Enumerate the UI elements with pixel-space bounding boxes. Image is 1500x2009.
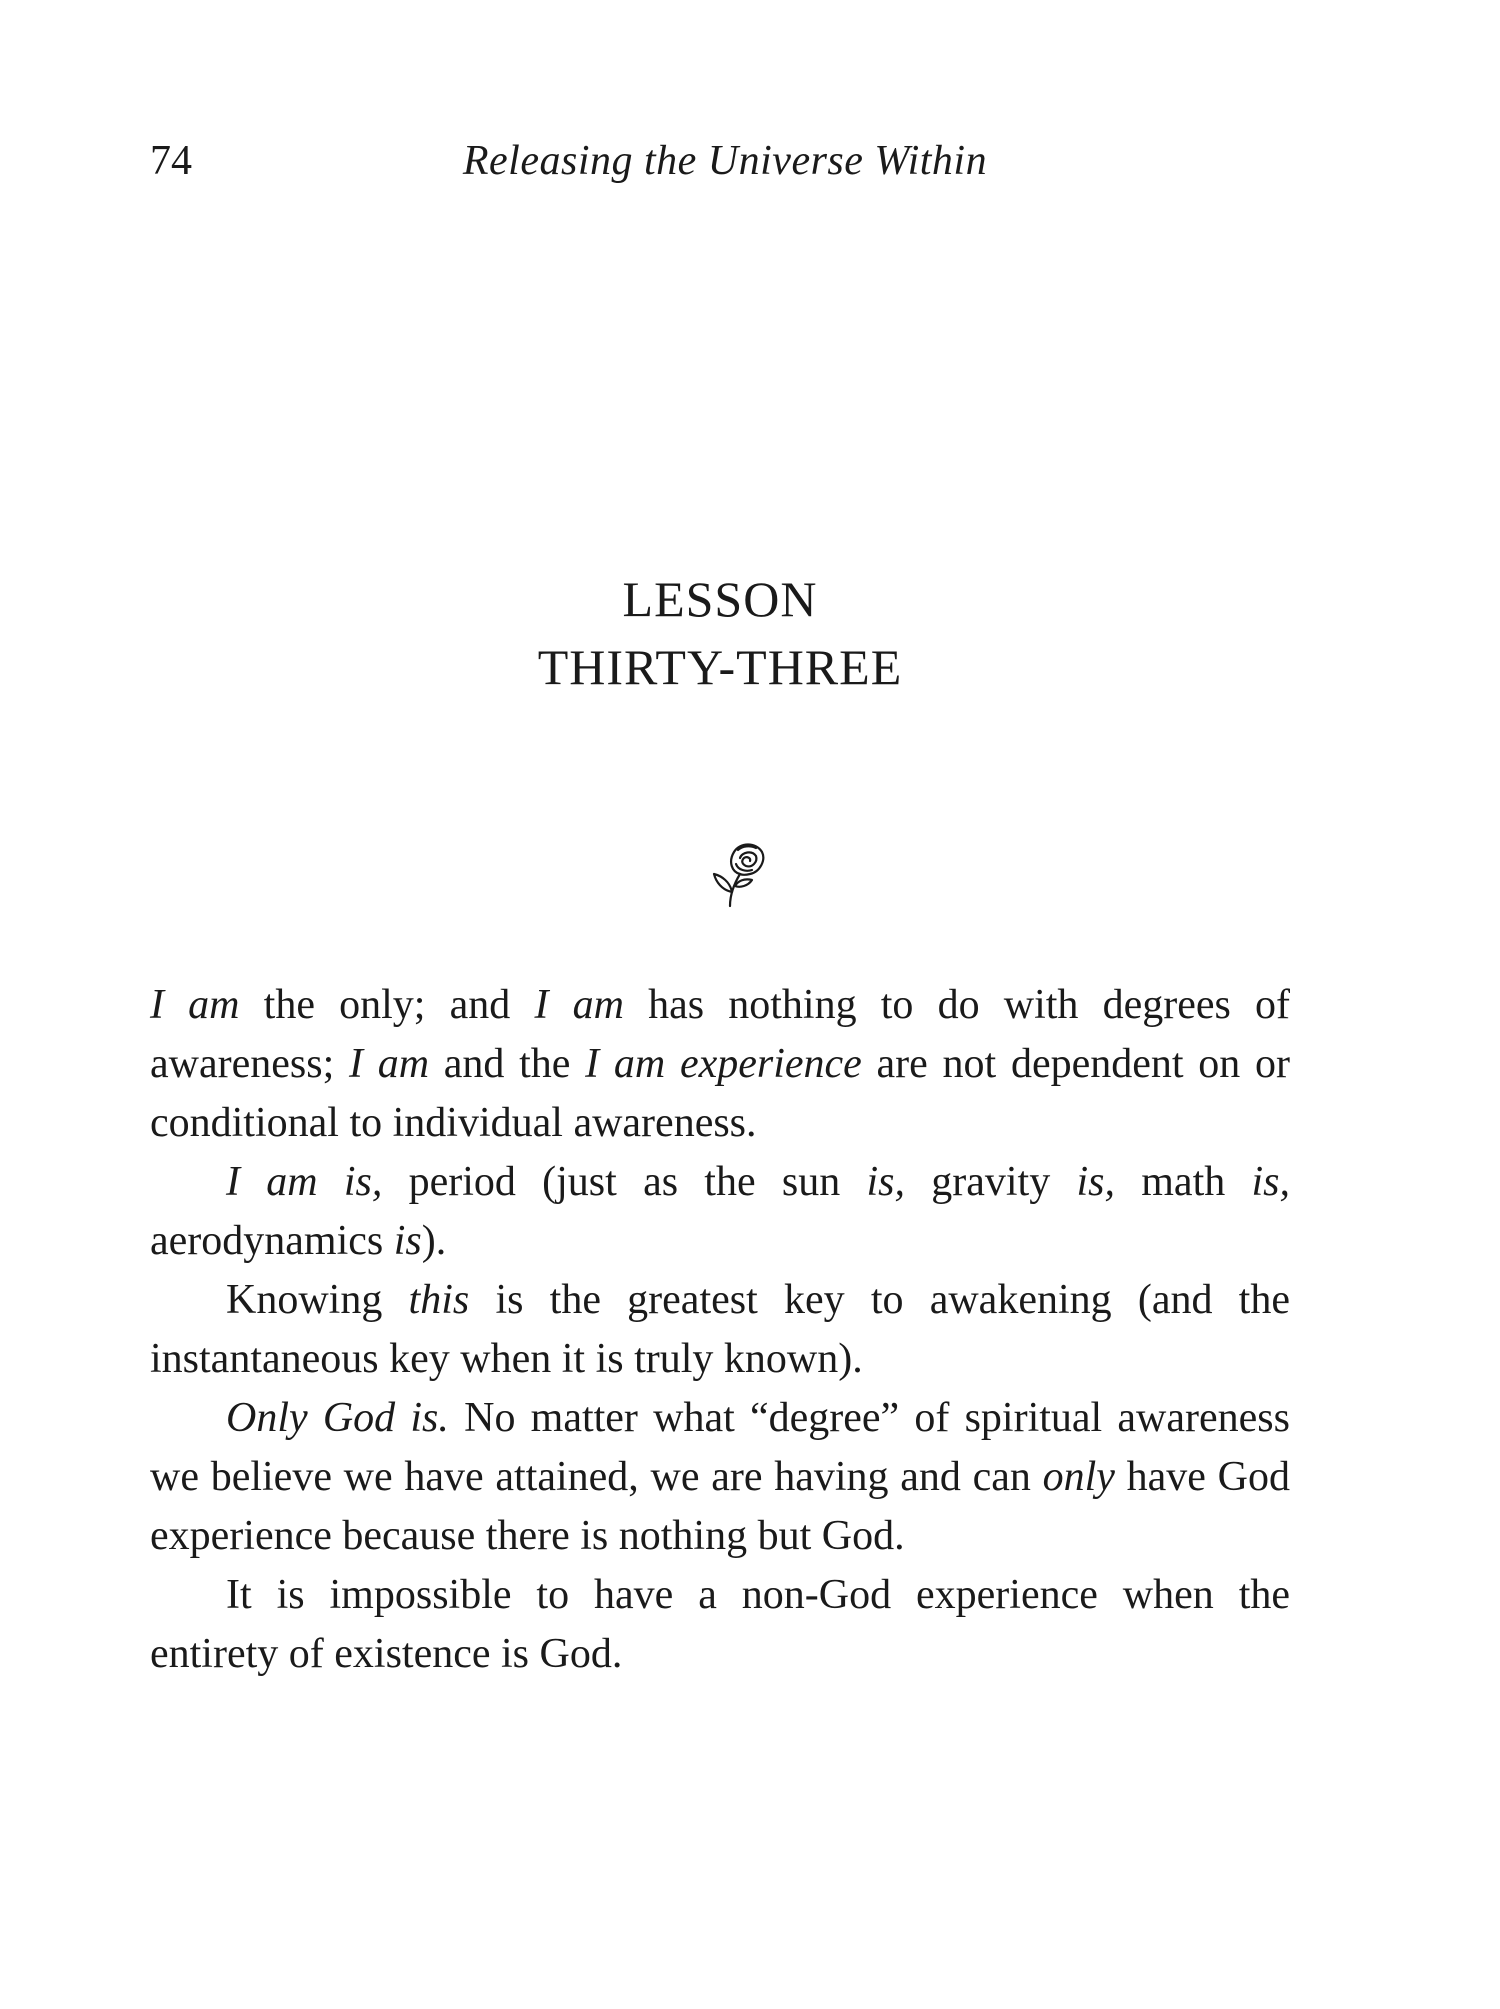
rose-flower-icon [708, 828, 768, 908]
italic-text: is [393, 1218, 422, 1264]
body-text-run: has nothing to do with degrees of awareness; [150, 982, 1290, 1087]
italic-text: is, [866, 1159, 905, 1205]
italic-text: only [1042, 1454, 1115, 1500]
running-head-title: Releasing the Universe Within [462, 138, 988, 184]
body-text-run: have God experience because there is nothing but God. [150, 1454, 1290, 1559]
body-text-run: Knowing [226, 1277, 409, 1323]
body-text-run: is the greatest key to awakening (and the instantaneous key when it is truly known). [150, 1277, 1290, 1382]
italic-text: is, [1251, 1159, 1291, 1205]
italic-text: I am [150, 982, 240, 1028]
body-text-run: period (just as the sun [382, 1159, 867, 1205]
body-text-run: ). [421, 1218, 447, 1264]
paragraph [150, 1153, 1290, 1271]
body-text-run: are not dependent on or conditional to individual awareness. [150, 1041, 1290, 1146]
italic-text: I am [348, 1041, 430, 1087]
lesson-body [150, 976, 1290, 1684]
italic-text: this [408, 1277, 470, 1323]
paragraph [150, 1566, 1290, 1684]
body-text-run: the only; and [239, 982, 535, 1028]
paragraph [150, 1271, 1290, 1389]
lesson-title [150, 565, 1290, 701]
body-text-run: math [1115, 1159, 1252, 1205]
body-text-run: aerodynamics [150, 1218, 394, 1264]
body-text-run: No matter what “degree” of spiritual awareness we believe we have attained, we are having and can [150, 1395, 1290, 1500]
body-text-run: gravity [905, 1159, 1077, 1205]
lesson-title-line-1: LESSON [622, 571, 818, 627]
italic-text: Only God is. [226, 1395, 449, 1441]
body-text-run: It is impossible to have a non-God experience when the entirety of existence is God. [150, 1572, 1290, 1677]
body-text-run: and the [429, 1041, 586, 1087]
paragraph [150, 1389, 1290, 1566]
italic-text: I am is, [226, 1159, 383, 1205]
paragraph [150, 976, 1290, 1153]
lesson-title-line-2: THIRTY-THREE [537, 639, 903, 695]
italic-text: I am experience [585, 1041, 862, 1087]
page-number: 74 [150, 138, 192, 184]
italic-text: I am [534, 982, 624, 1028]
italic-text: is, [1076, 1159, 1115, 1205]
